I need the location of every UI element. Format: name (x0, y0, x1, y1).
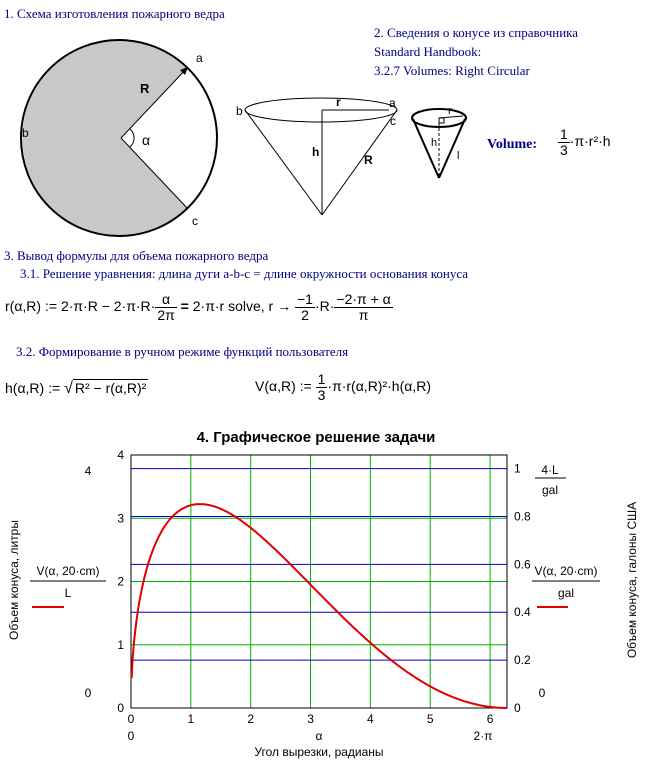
x-tick-3: 3 (307, 712, 314, 726)
right-legend-numerator: V(α, 20·cm) (534, 564, 598, 578)
diagram1-alpha-label: α (142, 132, 151, 148)
right-top-marker-denominator: gal (541, 483, 559, 497)
y-axis-label-right: Объем конуса, галоны США (625, 501, 639, 659)
y-tick-right-0: 0 (514, 701, 521, 715)
x-tick-5: 5 (426, 712, 434, 726)
formula-V: V(α,R) := $\frac{1}{3}$ ·π·r(α,R)²·h(α,R) (255, 371, 431, 403)
section-2-reference: 3.2.7 Volumes: Right Circular (374, 63, 530, 78)
volume-chart (0, 420, 646, 768)
diagram2-R-label: R (364, 153, 373, 167)
right-top-marker-numerator: 4·L (541, 463, 559, 477)
diagram1-a-label: a (196, 51, 203, 65)
diagram1-R-label: R (140, 81, 150, 96)
diagram2-c-label: c (390, 114, 396, 128)
section-2-title: 2. Сведения о конусе из справочника (374, 25, 579, 40)
handbook-cone-diagram (408, 102, 478, 182)
volume-formula: $\frac{1}{3}$ ·π·r²·h (560, 126, 611, 158)
formula-h: h(α,R) := √ R² − r(α,R)² (5, 380, 147, 397)
y-tick-right-0.6: 0.6 (514, 557, 531, 572)
series-line-V (132, 504, 507, 708)
right-legend-denominator: gal (557, 586, 575, 600)
chart-title: 4. Графическое решение задачи (196, 429, 436, 446)
left-outer-bottom-label: 0 (84, 686, 92, 700)
diagram2-r-label: r (336, 95, 341, 109)
y-tick-left-0: 0 (117, 701, 124, 715)
right-outer-bottom-label: 0 (538, 686, 546, 700)
formula-r-solve: r(α,R) := 2·π·R − 2·π·R· $\frac{\alpha}{2\pi}$ = 2·π·r solve, r → $\frac{-1}{2}$ ·R· $\frac{-2\cdot\pi + \alpha}{\pi}$ (5, 291, 391, 323)
x-bottom-right-label: 2·π (473, 729, 493, 743)
bucket-scheme-diagram (0, 20, 230, 240)
left-legend-numerator: V(α, 20·cm) (36, 564, 100, 578)
y-tick-right-0.2: 0.2 (514, 653, 531, 668)
x-axis-label: Угол вырезки, радианы (254, 745, 384, 759)
diagram3-l-label: l (457, 150, 460, 162)
diagram1-c-label: c (192, 214, 198, 228)
y-tick-left-2: 2 (117, 574, 124, 589)
diagram2-a-label: a (389, 96, 396, 110)
section-3-2-title: 3.2. Формирование в ручном режиме функций пользователя (16, 344, 349, 359)
y-tick-left-1: 1 (117, 637, 124, 652)
y-tick-right-1: 1 (514, 461, 521, 476)
x-variable-label: α (315, 729, 323, 743)
x-tick-6: 6 (486, 712, 494, 726)
left-legend-denominator: L (64, 586, 72, 600)
diagram3-h-label: h (431, 137, 438, 149)
section-3-title: 3. Вывод формулы для объема пожарного ведра (4, 248, 269, 263)
volume-label: Volume: (487, 137, 538, 152)
section-1-title: 1. Схема изготовления пожарного ведра (4, 6, 225, 21)
x-tick-2: 2 (247, 712, 255, 726)
section-3-1-title: 3.1. Решение уравнения: длина дуги a-b-c = длине окружности основания конуса (20, 266, 469, 281)
y-tick-left-4: 4 (117, 448, 124, 462)
cone-diagram (232, 90, 402, 220)
left-outer-top-label: 4 (84, 464, 92, 478)
x-bottom-left-label: 0 (127, 729, 135, 743)
diagram1-b-label: b (22, 126, 29, 140)
y-tick-right-0.4: 0.4 (514, 605, 531, 620)
y-tick-right-0.8: 0.8 (514, 509, 531, 524)
diagram3-r-label: r (448, 105, 452, 117)
diagram2-h-label: h (312, 145, 320, 159)
diagram2-b-label: b (236, 104, 243, 118)
x-tick-1: 1 (187, 712, 195, 726)
y-axis-label-left: Объем конуса, литры (7, 520, 21, 640)
y-tick-left-3: 3 (117, 511, 124, 526)
section-2-handbook: Standard Handbook: (374, 44, 482, 59)
x-tick-4: 4 (367, 712, 374, 726)
x-tick-0: 0 (127, 712, 135, 726)
